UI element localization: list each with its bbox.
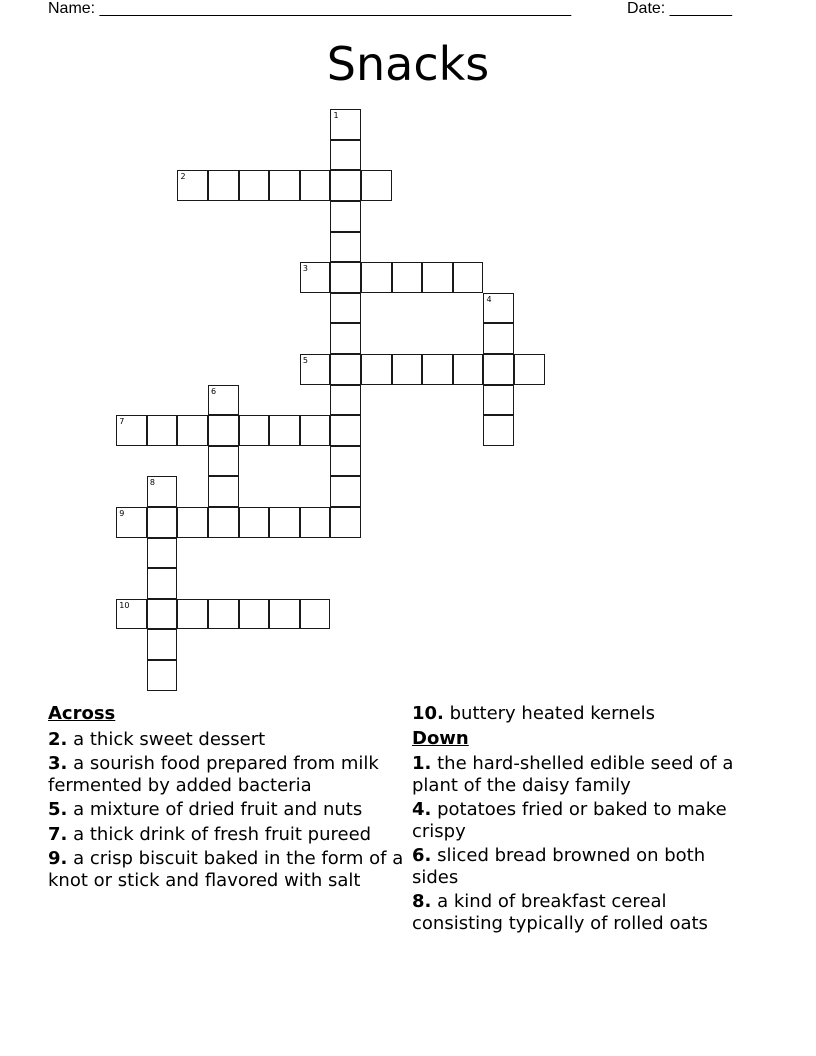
- grid-cell[interactable]: [300, 507, 331, 538]
- grid-cell[interactable]: [239, 599, 270, 630]
- grid-cell[interactable]: [330, 170, 361, 201]
- grid-cell[interactable]: [300, 262, 331, 293]
- grid-cell[interactable]: [361, 170, 392, 201]
- grid-cell[interactable]: [147, 507, 178, 538]
- grid-cell[interactable]: [330, 140, 361, 171]
- grid-cell[interactable]: [392, 354, 423, 385]
- cell-number: 5: [302, 356, 308, 366]
- grid-cell[interactable]: [300, 354, 331, 385]
- date-blank: _______: [669, 0, 732, 17]
- grid-cell[interactable]: [177, 507, 208, 538]
- clue-number: 8.: [412, 891, 432, 912]
- clue-text: buttery heated kernels: [449, 703, 656, 724]
- cell-number: 1: [333, 111, 339, 121]
- clue-text: sliced bread browned on both sides: [412, 845, 706, 888]
- cell-number: 9: [119, 509, 125, 519]
- clue-text: a thick sweet dessert: [73, 728, 266, 750]
- grid-cell[interactable]: [330, 354, 361, 385]
- date-label: Date:: [627, 0, 666, 17]
- clue-down-1: [412, 753, 757, 796]
- cell-number: 8: [149, 478, 155, 488]
- grid-cell[interactable]: [147, 599, 178, 630]
- grid-cell[interactable]: [208, 599, 239, 630]
- grid-cell[interactable]: [483, 415, 514, 446]
- grid-cell[interactable]: [147, 476, 178, 507]
- grid-cell[interactable]: [361, 354, 392, 385]
- grid-cell[interactable]: [330, 262, 361, 293]
- cell-number: 4: [486, 294, 492, 304]
- clue-text: the hard-shelled edible seed of a plant of the daisy family: [412, 753, 734, 796]
- grid-cell[interactable]: [269, 170, 300, 201]
- grid-cell[interactable]: [208, 170, 239, 201]
- clue-across-5: [48, 799, 408, 821]
- grid-cell[interactable]: [269, 415, 300, 446]
- grid-cell[interactable]: [483, 293, 514, 324]
- clue-text: a crisp biscuit baked in the form of a knot or stick and flavored with salt: [48, 848, 404, 891]
- grid-cell[interactable]: [483, 385, 514, 416]
- clue-across-3: [48, 753, 408, 796]
- grid-cell[interactable]: [116, 507, 147, 538]
- clue-down-6: [412, 845, 757, 888]
- grid-cell[interactable]: [116, 599, 147, 630]
- clue-number: 3.: [48, 753, 68, 774]
- grid-cell[interactable]: [330, 415, 361, 446]
- clue-number: 9.: [48, 848, 68, 869]
- grid-cell[interactable]: [300, 415, 331, 446]
- grid-cell[interactable]: [330, 507, 361, 538]
- cell-number: 3: [302, 264, 308, 274]
- grid-cell[interactable]: [147, 538, 178, 569]
- grid-cell[interactable]: [330, 232, 361, 263]
- across-heading: Across: [48, 703, 116, 724]
- grid-cell[interactable]: [483, 323, 514, 354]
- grid-cell[interactable]: [208, 385, 239, 416]
- grid-cell[interactable]: [147, 629, 178, 660]
- grid-cell[interactable]: [239, 415, 270, 446]
- grid-cell[interactable]: [422, 354, 453, 385]
- grid-cell[interactable]: [208, 415, 239, 446]
- clue-number: 7.: [48, 823, 68, 845]
- grid-cell[interactable]: [330, 109, 361, 140]
- clue-text: a sourish food prepared from milk fermented by added bacteria: [48, 753, 379, 796]
- grid-cell[interactable]: [208, 476, 239, 507]
- grid-cell[interactable]: [177, 170, 208, 201]
- clue-number: 2.: [48, 728, 68, 750]
- grid-cell[interactable]: [361, 262, 392, 293]
- grid-cell[interactable]: [147, 415, 178, 446]
- clue-text: a thick drink of fresh fruit pureed: [73, 823, 372, 845]
- name-blank: _____________________________________________________: [99, 0, 572, 17]
- clue-number: 4.: [412, 799, 432, 820]
- clue-text: a mixture of dried fruit and nuts: [73, 799, 363, 820]
- clue-text: a kind of breakfast cereal consisting typically of rolled oats: [412, 891, 708, 934]
- clues-left-column: [48, 703, 408, 894]
- puzzle-title: Snacks: [326, 37, 490, 91]
- grid-cell[interactable]: [147, 568, 178, 599]
- grid-cell[interactable]: [239, 507, 270, 538]
- grid-cell[interactable]: [453, 262, 484, 293]
- clue-text: potatoes fried or baked to make crispy: [412, 799, 727, 842]
- cell-number: 10: [119, 600, 130, 610]
- grid-cell[interactable]: [330, 323, 361, 354]
- clue-across-10: [412, 703, 757, 725]
- clue-across-2: [48, 729, 408, 751]
- clue-across-9: [48, 848, 408, 891]
- cell-number: 6: [211, 386, 217, 396]
- grid-cell[interactable]: [422, 262, 453, 293]
- cell-number: 2: [180, 172, 186, 182]
- grid-cell[interactable]: [116, 415, 147, 446]
- grid-cell[interactable]: [177, 599, 208, 630]
- clue-down-4: [412, 799, 757, 842]
- down-heading: Down: [412, 727, 469, 749]
- clue-number: 10.: [412, 703, 444, 724]
- grid-cell[interactable]: [330, 446, 361, 477]
- clue-across-7: [48, 824, 408, 846]
- grid-cell[interactable]: [330, 385, 361, 416]
- grid-cell[interactable]: [177, 415, 208, 446]
- grid-cell[interactable]: [330, 476, 361, 507]
- grid-cell[interactable]: [514, 354, 545, 385]
- grid-cell[interactable]: [300, 170, 331, 201]
- grid-cell[interactable]: [330, 201, 361, 232]
- grid-cell[interactable]: [239, 170, 270, 201]
- grid-cell[interactable]: [483, 354, 514, 385]
- grid-cell[interactable]: [269, 599, 300, 630]
- clue-down-8: [412, 891, 757, 934]
- grid-cell[interactable]: [330, 293, 361, 324]
- grid-cell[interactable]: [147, 660, 178, 691]
- grid-cell[interactable]: [208, 507, 239, 538]
- cell-number: 7: [119, 417, 125, 427]
- grid-cell[interactable]: [300, 599, 331, 630]
- clue-number: 1.: [412, 753, 432, 774]
- clue-number: 6.: [412, 845, 432, 866]
- clues-right-column: [412, 703, 757, 937]
- grid-cell[interactable]: [392, 262, 423, 293]
- name-label: Name:: [48, 0, 96, 17]
- grid-cell[interactable]: [453, 354, 484, 385]
- clue-number: 5.: [48, 799, 68, 820]
- grid-cell[interactable]: [208, 446, 239, 477]
- grid-cell[interactable]: [269, 507, 300, 538]
